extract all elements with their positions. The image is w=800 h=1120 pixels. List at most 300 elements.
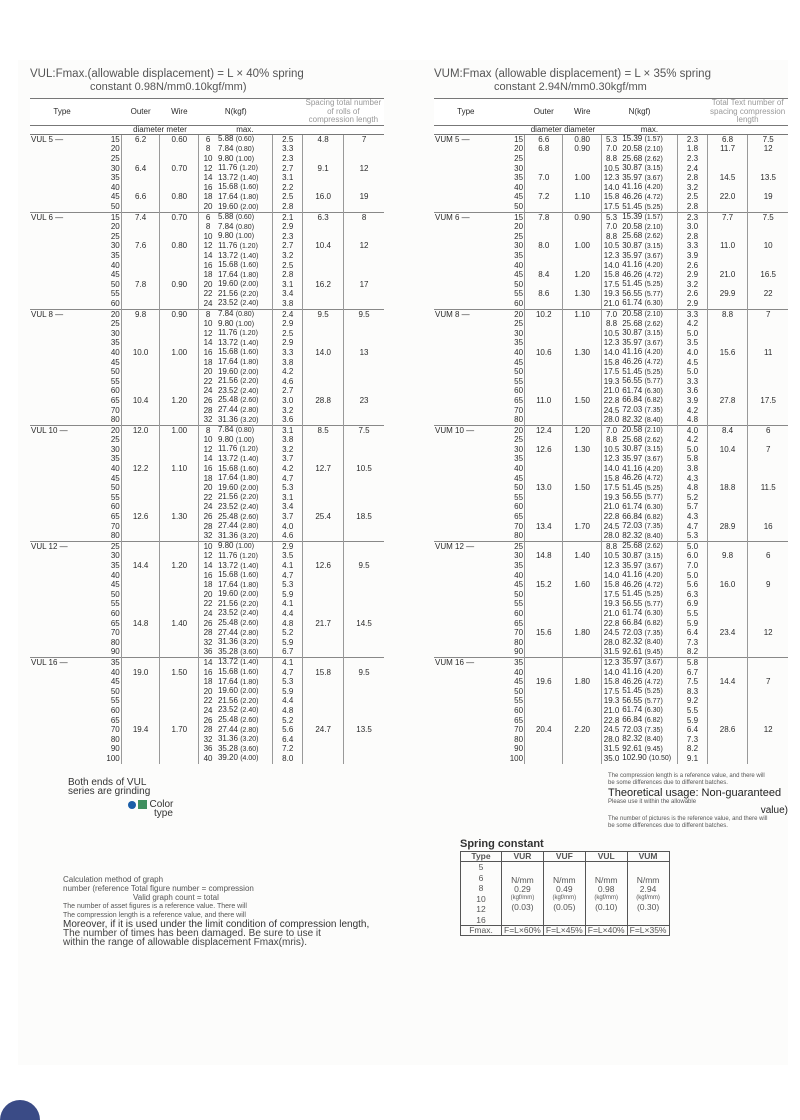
tot-cell xyxy=(707,658,748,668)
load-cell: 35.28 (3.60) xyxy=(217,743,259,753)
num-cell: 24 xyxy=(199,706,217,716)
tot-cell: 23.4 xyxy=(707,629,748,639)
wd-cell xyxy=(563,455,601,465)
vum-col-dm: diameter diameter xyxy=(525,125,602,135)
type-cell: VUM 10 — xyxy=(434,426,498,436)
rate-cell: 3.6 xyxy=(273,416,303,426)
num-cell: 12.3 xyxy=(601,658,621,668)
rate-cell: 3.5 xyxy=(273,552,303,562)
rate-cell: 6.3 xyxy=(678,590,708,600)
rate-cell: 4.2 xyxy=(273,465,303,475)
num-cell: 24.5 xyxy=(601,406,621,416)
L-cell: 70 xyxy=(514,628,524,638)
od-cell xyxy=(121,436,160,446)
num-cell: 17.5 xyxy=(601,590,621,600)
wd-cell xyxy=(160,629,199,639)
L-cell: 25 xyxy=(94,542,121,552)
od-cell xyxy=(121,252,160,262)
od-cell xyxy=(121,339,160,349)
od-cell xyxy=(525,590,563,600)
load-cell: 15.68 (1.60) xyxy=(217,260,259,270)
L-cell: 25 xyxy=(514,435,524,445)
sc-col-vum: VUM xyxy=(627,852,669,862)
rate-cell: 4.2 xyxy=(678,320,708,330)
sp-cell xyxy=(344,406,384,416)
wd-cell xyxy=(563,223,601,233)
rate-cell: 5.9 xyxy=(273,687,303,697)
wd-cell xyxy=(563,493,601,503)
sc-vur-values: N/mm 0.29 (kgf/mm) (0.03) xyxy=(502,862,544,926)
od-cell xyxy=(121,581,160,591)
tot-cell xyxy=(303,358,344,368)
sp-cell xyxy=(748,252,788,262)
sp-cell: 7.5 xyxy=(344,426,384,436)
sp-cell xyxy=(344,522,384,532)
vum-col-od: Outer xyxy=(525,99,563,126)
load-cell: 25.68 (2.62) xyxy=(621,542,677,552)
type-cell xyxy=(30,339,94,349)
sp-cell: 14.5 xyxy=(344,619,384,629)
rate-cell: 5.0 xyxy=(678,329,708,339)
num-cell: 20 xyxy=(199,203,217,213)
sp-cell xyxy=(344,145,384,155)
sp-cell: 13 xyxy=(344,348,384,358)
load-cell: 19.60 (2.00) xyxy=(217,482,259,492)
sp-cell xyxy=(344,155,384,165)
L-cell: 65 xyxy=(110,715,120,725)
wd-cell xyxy=(160,223,199,233)
load-cell: 25.68 (2.62) xyxy=(622,434,663,444)
L-cell: 100 xyxy=(509,753,524,763)
type-cell xyxy=(30,687,94,697)
num-cell: 10.5 xyxy=(601,552,621,562)
rate-cell: 3.9 xyxy=(678,252,708,262)
table-row xyxy=(434,396,788,406)
tot-cell xyxy=(303,706,344,716)
L-cell: 15 xyxy=(94,213,121,223)
tot-cell: 9.1 xyxy=(303,164,344,174)
rate-cell: 2.5 xyxy=(273,193,303,203)
L-cell: 30 xyxy=(514,444,524,454)
od-cell: 8.6 xyxy=(525,290,563,300)
vul-constant: constant 0.98N/mm0.10kgf/mm) xyxy=(90,81,247,93)
load-cell: 25.48 (2.60) xyxy=(217,618,259,628)
type-cell xyxy=(434,358,498,368)
tot-cell xyxy=(707,358,748,368)
L-cell: 55 xyxy=(514,696,524,706)
od-cell xyxy=(121,609,160,619)
rate-cell: 4.8 xyxy=(273,619,303,629)
num-cell: 28 xyxy=(199,726,217,736)
rate-cell: 4.8 xyxy=(273,706,303,716)
load-cell: 72.03 (7.35) xyxy=(622,724,663,734)
rate-cell: 3.7 xyxy=(273,513,303,523)
num-cell: 16 xyxy=(199,465,217,475)
sc-col-vur: VUR xyxy=(502,852,544,862)
vum-col-type: Type xyxy=(434,99,498,126)
tot-cell xyxy=(303,522,344,532)
sp-cell xyxy=(748,658,788,668)
vul-grinding-note: Both ends of VUL series are grinding xyxy=(68,777,151,797)
load-cell: 20.58 (2.10) xyxy=(622,221,663,231)
wd-cell xyxy=(160,387,199,397)
wd-cell: 0.80 xyxy=(563,135,601,145)
num-cell: 26 xyxy=(199,396,217,406)
type-cell xyxy=(434,532,498,542)
load-cell: 23.52 (2.40) xyxy=(217,705,259,715)
wd-cell xyxy=(563,735,601,745)
rate-cell: 3.3 xyxy=(678,377,708,387)
tot-cell: 16.0 xyxy=(707,581,748,591)
od-cell xyxy=(525,436,563,446)
od-cell xyxy=(525,358,563,368)
sp-cell xyxy=(748,493,788,503)
rate-cell: 3.0 xyxy=(273,396,303,406)
load-cell: 51.45 (5.25) xyxy=(622,482,663,492)
table-row xyxy=(434,609,788,619)
wd-cell xyxy=(160,648,199,658)
sp-cell: 13.5 xyxy=(748,174,788,184)
tot-cell xyxy=(303,223,344,233)
wd-cell xyxy=(563,320,601,330)
L-cell: 65 xyxy=(514,715,524,725)
load-cell: 25.68 (2.62) xyxy=(622,231,663,241)
load-cell: 19.60 (2.00) xyxy=(217,589,259,599)
sp-cell: 17.5 xyxy=(748,396,788,406)
od-cell: 10.4 xyxy=(121,396,160,406)
sc-type-header: Type xyxy=(461,852,502,862)
load-cell: 15.68 (1.60) xyxy=(217,463,259,473)
od-cell xyxy=(525,387,563,397)
od-cell xyxy=(525,223,563,233)
load-cell: 27.44 (2.80) xyxy=(217,627,259,637)
sp-cell: 11 xyxy=(748,348,788,358)
wd-cell xyxy=(563,436,601,446)
L-cell: 55 xyxy=(514,599,524,609)
num-cell: 16 xyxy=(199,668,217,678)
sc-col-vuf: VUF xyxy=(543,852,585,862)
table-row xyxy=(30,213,384,223)
rate-cell: 6.4 xyxy=(678,726,708,736)
tot-cell xyxy=(707,252,748,262)
load-cell: 9.80 (1.00) xyxy=(217,231,255,241)
tot-cell: 10.4 xyxy=(303,242,344,252)
table-row xyxy=(434,416,788,426)
tot-cell xyxy=(303,377,344,387)
sp-cell xyxy=(344,329,384,339)
sp-cell: 19 xyxy=(748,193,788,203)
load-cell: 27.44 (2.80) xyxy=(217,724,259,734)
L-cell: 35 xyxy=(514,251,524,260)
od-cell xyxy=(525,416,563,426)
num-cell: 8.8 xyxy=(601,436,621,446)
L-cell: 20 xyxy=(110,144,120,154)
od-cell xyxy=(121,542,160,552)
L-cell: 65 xyxy=(514,395,524,405)
wd-cell xyxy=(160,745,199,755)
od-cell: 7.4 xyxy=(121,213,160,223)
num-cell: 26 xyxy=(199,513,217,523)
load-cell: 9.80 (1.00) xyxy=(217,434,255,444)
rate-cell: 2.5 xyxy=(273,135,303,145)
wd-cell xyxy=(160,145,199,155)
vum-table-body xyxy=(434,135,788,764)
wd-cell: 1.50 xyxy=(563,396,601,406)
type-cell xyxy=(434,562,498,572)
num-cell: 21.0 xyxy=(601,503,621,513)
num-cell: 8.8 xyxy=(601,232,621,242)
sp-cell xyxy=(344,735,384,745)
L-cell: 70 xyxy=(514,405,524,415)
load-cell: 21.56 (2.20) xyxy=(217,288,259,298)
wd-cell xyxy=(160,377,199,387)
sp-cell xyxy=(748,609,788,619)
tot-cell xyxy=(303,320,344,330)
type-cell xyxy=(30,329,94,339)
od-cell xyxy=(525,562,563,572)
table-row xyxy=(30,706,384,716)
type-cell: VUM 16 — xyxy=(434,658,498,668)
L-cell: 15 xyxy=(498,213,525,223)
sp-cell: 12 xyxy=(344,164,384,174)
wd-cell xyxy=(563,377,601,387)
od-cell xyxy=(121,735,160,745)
num-cell: 10 xyxy=(199,155,217,165)
vul-col-n: N(kgf) xyxy=(199,99,273,126)
num-cell: 8.8 xyxy=(601,155,621,165)
od-cell xyxy=(525,252,563,262)
rate-cell: 8.2 xyxy=(678,648,708,658)
load-cell: 30.87 (3.15) xyxy=(622,550,663,560)
num-cell: 7.0 xyxy=(601,145,621,155)
L-cell: 55 xyxy=(110,599,120,609)
od-cell: 6.8 xyxy=(525,145,563,155)
od-cell xyxy=(525,203,563,213)
load-cell: 7.84 (0.80) xyxy=(217,221,255,231)
type-cell xyxy=(434,377,498,387)
num-cell: 22 xyxy=(199,493,217,503)
sp-cell xyxy=(748,436,788,446)
type-cell xyxy=(30,581,94,591)
od-cell: 12.0 xyxy=(121,426,160,436)
load-cell: 72.03 (7.35) xyxy=(622,405,663,414)
wd-cell xyxy=(563,687,601,697)
num-cell: 20 xyxy=(199,484,217,494)
od-cell xyxy=(121,174,160,184)
load-cell: 20.58 (2.10) xyxy=(621,426,677,436)
sp-cell: 9.5 xyxy=(344,668,384,678)
table-row xyxy=(434,368,788,378)
rate-cell: 4.0 xyxy=(273,522,303,532)
tot-cell xyxy=(707,638,748,648)
type-cell xyxy=(30,280,94,290)
od-cell xyxy=(121,687,160,697)
num-cell: 32 xyxy=(199,532,217,542)
tot-cell: 9.8 xyxy=(707,552,748,562)
wd-cell xyxy=(160,687,199,697)
load-cell: 35.97 (3.67) xyxy=(622,337,663,347)
load-cell: 41.16 (4.20) xyxy=(622,667,663,677)
num-cell: 24.5 xyxy=(601,726,621,736)
type-cell xyxy=(30,261,94,271)
L-cell: 65 xyxy=(514,512,524,522)
type-cell xyxy=(30,716,94,726)
num-cell: 22.8 xyxy=(601,619,621,629)
table-row xyxy=(434,203,788,213)
od-cell xyxy=(525,600,563,610)
L-cell: 25 xyxy=(514,154,524,164)
od-cell: 12.2 xyxy=(121,465,160,475)
num-cell: 22.8 xyxy=(601,396,621,406)
num-cell: 19.3 xyxy=(601,377,621,387)
type-cell: VUL 16 — xyxy=(30,658,94,668)
tot-cell xyxy=(707,590,748,600)
od-cell xyxy=(121,203,160,213)
wd-cell: 1.10 xyxy=(563,193,601,203)
od-cell: 9.8 xyxy=(121,310,160,320)
tot-cell xyxy=(707,562,748,572)
od-cell xyxy=(121,290,160,300)
od-cell: 12.6 xyxy=(525,445,563,455)
od-cell xyxy=(525,329,563,339)
sp-cell xyxy=(748,358,788,368)
num-cell: 20 xyxy=(199,590,217,600)
type-cell xyxy=(434,503,498,513)
sp-cell xyxy=(748,638,788,648)
sc-fmax-label: Fmax. xyxy=(461,926,502,936)
table-row xyxy=(434,436,788,446)
tot-cell: 27.8 xyxy=(707,396,748,406)
L-cell: 25 xyxy=(514,319,524,329)
od-cell xyxy=(121,745,160,755)
od-cell xyxy=(525,542,563,552)
rate-cell: 3.5 xyxy=(678,339,708,349)
load-cell: 66.84 (6.82) xyxy=(622,618,663,628)
L-cell: 40 xyxy=(514,260,524,270)
load-cell: 21.56 (2.20) xyxy=(217,376,259,386)
L-cell: 70 xyxy=(110,521,120,531)
L-cell: 50 xyxy=(514,686,524,696)
rate-cell: 2.2 xyxy=(273,183,303,193)
rate-cell: 4.0 xyxy=(678,426,708,436)
L-cell: 40 xyxy=(110,464,120,474)
rate-cell: 2.8 xyxy=(678,174,708,184)
wd-cell: 1.00 xyxy=(563,174,601,184)
L-cell: 40 xyxy=(514,570,524,580)
od-cell: 7.8 xyxy=(525,213,563,223)
type-cell xyxy=(30,416,94,426)
rate-cell: 2.5 xyxy=(273,329,303,339)
rate-cell: 3.1 xyxy=(273,493,303,503)
sp-cell xyxy=(748,299,788,309)
num-cell: 19.3 xyxy=(601,697,621,707)
load-cell: 39.20 (4.00) xyxy=(217,753,259,763)
table-row xyxy=(434,426,788,436)
rate-cell: 6.4 xyxy=(678,629,708,639)
wd-cell: 1.20 xyxy=(160,396,199,406)
type-cell xyxy=(434,522,498,532)
wd-cell xyxy=(563,697,601,707)
load-cell: 17.64 (1.80) xyxy=(217,473,259,483)
type-cell xyxy=(30,629,94,639)
rate-cell: 3.6 xyxy=(678,387,708,397)
type-cell xyxy=(434,600,498,610)
type-cell xyxy=(434,619,498,629)
L-cell: 40 xyxy=(514,464,524,474)
wd-cell xyxy=(563,503,601,513)
sp-cell xyxy=(344,542,384,552)
L-cell: 55 xyxy=(110,696,120,706)
sp-cell: 12 xyxy=(748,629,788,639)
sp-cell: 17 xyxy=(344,280,384,290)
tot-cell: 21.7 xyxy=(303,619,344,629)
load-cell: 15.39 (1.57) xyxy=(621,213,677,223)
rate-cell: 5.0 xyxy=(678,571,708,581)
sp-cell xyxy=(344,252,384,262)
spring-constant-table xyxy=(460,851,670,936)
tot-cell xyxy=(303,339,344,349)
wd-cell xyxy=(563,542,601,552)
rate-cell: 2.7 xyxy=(273,242,303,252)
od-cell: 15.2 xyxy=(525,581,563,591)
od-cell xyxy=(525,406,563,416)
L-cell: 80 xyxy=(514,637,524,647)
load-cell: 7.84 (0.80) xyxy=(217,426,273,436)
L-cell: 40 xyxy=(514,182,524,192)
wd-cell xyxy=(563,203,601,213)
tot-cell xyxy=(707,465,748,475)
tot-cell xyxy=(303,658,344,668)
od-cell xyxy=(525,638,563,648)
num-cell: 16 xyxy=(199,261,217,271)
table-row xyxy=(30,203,384,213)
tot-cell xyxy=(303,416,344,426)
sp-cell: 6 xyxy=(748,552,788,562)
L-cell: 45 xyxy=(514,580,524,590)
wd-cell xyxy=(563,648,601,658)
type-cell xyxy=(30,522,94,532)
table-row xyxy=(434,271,788,281)
load-cell: 13.72 (1.40) xyxy=(217,560,259,570)
num-cell: 18 xyxy=(199,678,217,688)
spring-constant-block xyxy=(460,840,670,936)
num-cell: 28.0 xyxy=(601,735,621,745)
load-cell: 61.74 (6.30) xyxy=(622,385,663,395)
od-cell xyxy=(121,320,160,330)
rate-cell: 5.8 xyxy=(678,455,708,465)
wd-cell xyxy=(160,358,199,368)
num-cell: 28.0 xyxy=(601,532,621,542)
table-row xyxy=(434,320,788,330)
num-cell: 15.8 xyxy=(601,271,621,281)
type-cell xyxy=(434,436,498,446)
table-row xyxy=(30,310,384,320)
load-cell: 15.68 (1.60) xyxy=(217,182,259,192)
rate-cell: 9.2 xyxy=(678,697,708,707)
type-cell xyxy=(434,609,498,619)
sp-cell xyxy=(748,648,788,658)
rate-cell: 5.0 xyxy=(678,542,708,552)
table-row xyxy=(434,348,788,358)
table-row xyxy=(434,745,788,755)
type-cell xyxy=(434,290,498,300)
L-cell: 60 xyxy=(514,298,524,308)
rate-cell: 2.5 xyxy=(273,261,303,271)
num-cell: 24 xyxy=(199,387,217,397)
sp-cell xyxy=(344,600,384,610)
od-cell: 19.4 xyxy=(121,726,160,736)
sp-cell xyxy=(748,455,788,465)
